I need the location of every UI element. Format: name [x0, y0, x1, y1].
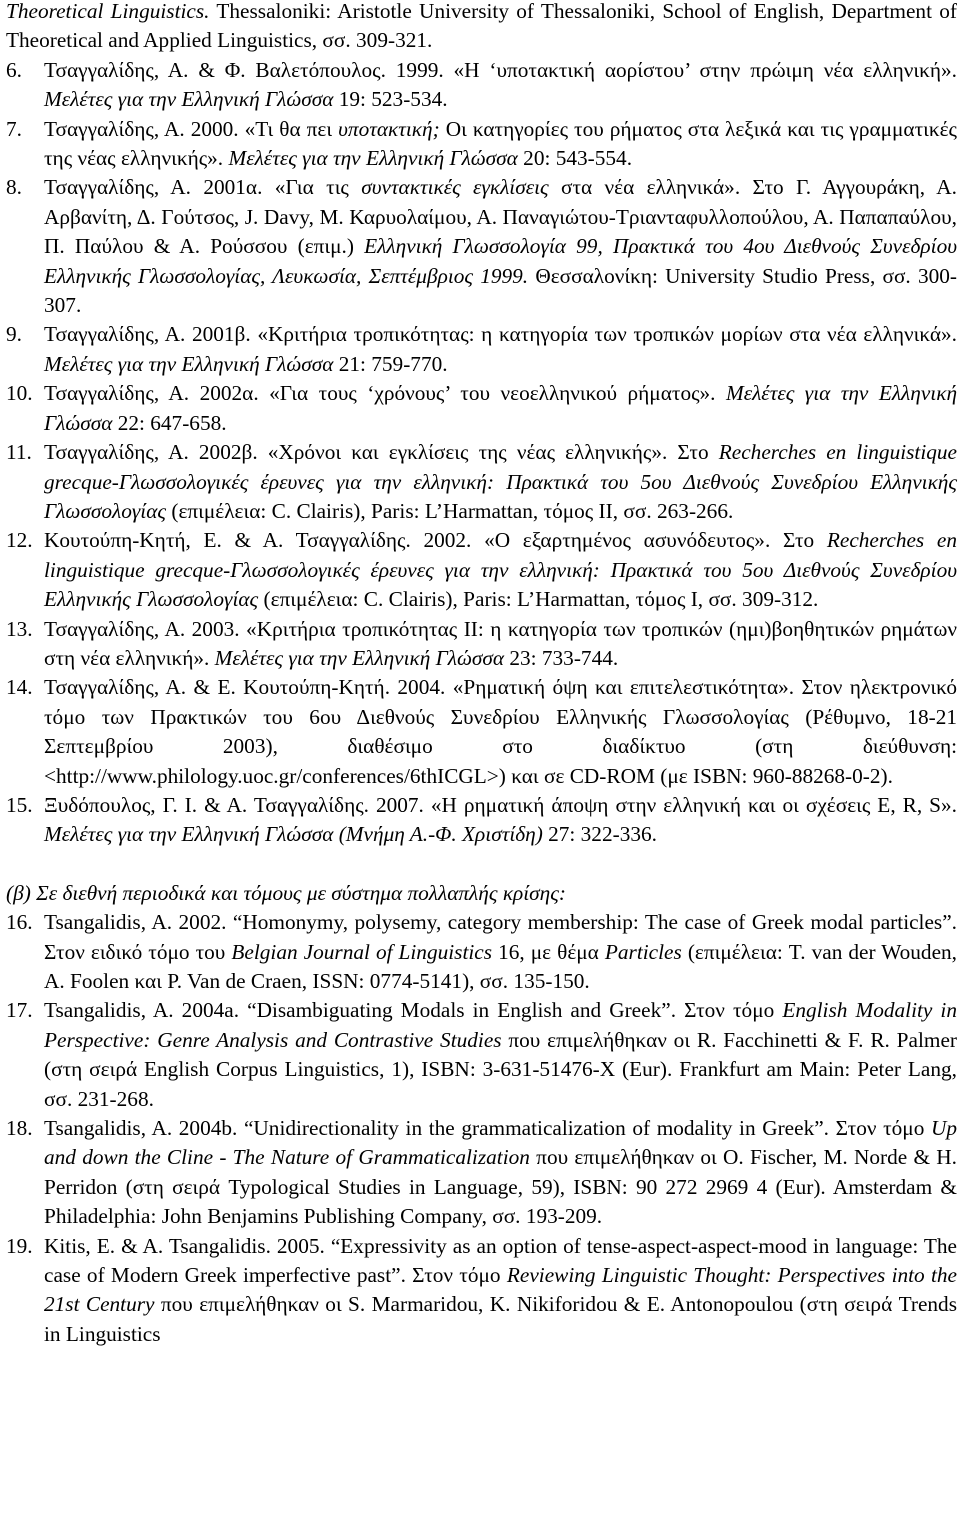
reference-italic: Reviewing Linguistic Thought: Perspectives into the 21st Century	[44, 1263, 957, 1317]
reference-item-16	[0, 908, 957, 996]
reference-text: Ξυδόπουλος, Γ. Ι. & Α. Τσαγγαλίδης. 2007. «Η ρηματική άποψη στην ελληνική και οι σχέσεις E, R, S».	[44, 792, 957, 817]
reference-text: 21: 759-770.	[333, 351, 448, 376]
reference-text: που επιμελήθηκαν οι O. Fischer, M. Norde & H. Perridon (στη σειρά Typological Studies in Language, 59), ISBN: 90 272 2969 4 (Eur). Amsterdam & Philadelphia: John Benjamins Publishing Company, σσ. 193-209.	[44, 1145, 957, 1229]
reference-number: 17.	[6, 998, 33, 1023]
reference-number: 8.	[6, 175, 22, 200]
reference-italic: Recherches en linguistique grecque-Γλωσσολογικές έρευνες για την ελληνική: Πρακτικά του 5ου Διεθνούς Συνεδρίου Ελληνικής Γλωσσολογίας	[44, 440, 958, 523]
reference-italic: Μελέτες για την Ελληνική Γλώσσα	[214, 645, 505, 670]
reference-text: Τσαγγαλίδης, Α. & Ε. Κουτούπη-Κητή. 2004. «Ρηματική όψη και επιτελεστικότητα». Στον ηλεκτρονικό τόμο των Πρακτικών του 6ου Διεθνούς Συνεδρίου Ελληνικής Γλωσσολογίας (Ρέθυμνο, 18-21 Σεπτεμβρίου 2003), διαθέσιμο στο διαδίκτυο (στη διεύθυνση: <http://www.philology.uoc.gr/conferences/6thICGL>) και σε CD-ROM (με ISBN: 960-88268-0-2).	[44, 675, 957, 788]
reference-number: 6.	[6, 57, 22, 82]
reference-number: 18.	[6, 1116, 33, 1141]
reference-italic: υποτακτική;	[338, 116, 440, 141]
reference-item-14	[0, 673, 957, 791]
reference-text: 23: 733-744.	[504, 645, 619, 670]
reference-number: 16.	[6, 910, 33, 935]
reference-text: 20: 543-554.	[517, 146, 633, 171]
reference-italic: Recherches en linguistique grecque-Γλωσσολογικές έρευνες για την ελληνική: Πρακτικά του 5ου Διεθνούς Συνεδρίου Ελληνικής Γλωσσολογίας	[44, 528, 958, 612]
reference-number: 10.	[6, 381, 33, 406]
reference-number: 14.	[6, 675, 33, 700]
reference-italic: Particles	[604, 939, 682, 964]
reference-item-12	[0, 526, 957, 614]
reference-number: 15.	[6, 792, 33, 817]
reference-text: Tsangalidis, A. 2004a. “Disambiguating Modals in English and Greek”. Στον τόμο	[44, 998, 783, 1023]
reference-text: (επιμέλεια: T. van der Wouden, A. Foolen και P. Van de Craen, ISSN: 0774-5141), σσ. 135-150.	[44, 939, 957, 993]
reference-text: Οι κατηγορίες του ρήματος στα λεξικά και τις γραμματικές της νέας ελληνικής».	[44, 116, 957, 171]
reference-item-13	[0, 615, 957, 674]
reference-item-11	[0, 438, 957, 526]
reference-text: (επιμέλεια: C. Clairis), Paris: L’Harmattan, τόμος ΙΙ, σσ. 263-266.	[166, 498, 734, 523]
reference-italic: Belgian Journal of Linguistics	[231, 939, 493, 964]
reference-text: Τσαγγαλίδης, Α. 2002β. «Χρόνοι και εγκλίσεις της νέας ελληνικής». Στο	[44, 440, 719, 465]
reference-item-10	[0, 379, 957, 438]
reference-italic: Ελληνική Γλωσσολογία 99, Πρακτικά του 4ου Διεθνούς Συνεδρίου Ελληνικής Γλωσσολογίας, Λευκωσία, Σεπτέμβριος 1999.	[44, 234, 957, 288]
reference-text: που επιμελήθηκαν οι R. Facchinetti & F. R. Palmer (στη σειρά English Corpus Linguistics, 1), ISBN: 3-631-51476-X (Eur). Frankfurt am Main: Peter Lang, σσ. 231-268.	[44, 1027, 957, 1111]
reference-text: 27: 322-336.	[542, 822, 657, 847]
reference-italic: Up and down the Cline - The Nature of Grammaticalization	[44, 1116, 957, 1170]
reference-text: Kitis, E. & A. Tsangalidis. 2005. “Expressivity as an option of tense-aspect-aspect-mood in language: The case of Modern Greek imperfective past”. Στον τόμο	[44, 1233, 957, 1288]
reference-text: 16, με θέμα	[492, 939, 605, 964]
continuation-text: Thessaloniki: Aristotle University of Thessaloniki, School of English, Department of Theoretical and Applied Linguistics, σσ. 309-321.	[6, 0, 958, 53]
reference-number: 19.	[6, 1233, 33, 1258]
reference-text: Τσαγγαλίδης, Α. & Φ. Βαλετόπουλος. 1999. «Η ‘υποτακτική αορίστου’ στην πρώιμη νέα ελληνική».	[44, 57, 957, 82]
reference-text: Τσαγγαλίδης, Α. 2001β. «Κριτήρια τροπικότητας: η κατηγορία των τροπικών μορίων στα νέα ελληνικά».	[44, 322, 957, 347]
reference-text: Τσαγγαλίδης, Α. 2003. «Κριτήρια τροπικότητας ΙΙ: η κατηγορία των τροπικών (ημι)βοηθητικών ρημάτων στη νέα ελληνική».	[44, 616, 957, 670]
reference-italic: Μελέτες για την Ελληνική Γλώσσα	[44, 351, 334, 376]
reference-italic: Μελέτες για την Ελληνική Γλώσσα	[228, 146, 518, 171]
reference-text: Tsangalidis, A. 2002. “Homonymy, polysemy, category membership: The case of Greek modal particles”. Στον ειδικό τόμο του	[44, 910, 957, 964]
reference-number: 13.	[6, 616, 33, 641]
reference-italic: Μελέτες για την Ελληνική Γλώσσα	[44, 87, 334, 112]
reference-text: (επιμέλεια: C. Clairis), Paris: L’Harmattan, τόμος Ι, σσ. 309-312.	[258, 587, 819, 612]
reference-item-8	[0, 173, 957, 320]
reference-text: Τσαγγαλίδης, Α. 2002α. «Για τους ‘χρόνους’ του νεοελληνικού ρήματος».	[44, 381, 726, 406]
reference-number: 11.	[6, 440, 32, 465]
reference-text: Κουτούπη-Κητή, Ε. & Α. Τσαγγαλίδης. 2002. «Ο εξαρτημένος ασυνόδευτος». Στο	[44, 528, 827, 553]
reference-text: που επιμελήθηκαν οι S. Marmaridou, K. Nikiforidou & E. Antonopoulou (στη σειρά Trends in Linguistics	[44, 1292, 957, 1346]
reference-text: Tsangalidis, A. 2004b. “Unidirectionality in the grammaticalization of modality in Greek”. Στον τόμο	[44, 1116, 931, 1141]
reference-text: στα νέα ελληνικά». Στο Γ. Αγγουράκη, Α. Αρβανίτη, Δ. Γούτσος, J. Davy, Μ. Καρυολαίμου, Α. Παναγιώτου-Τριανταφυλλοπούλου, Α. Παπαπαύλου, Π. Παύλου & Α. Ρούσσου (επιμ.)	[44, 175, 957, 259]
reference-text: 22: 647-658.	[112, 410, 227, 435]
reference-text: Τσαγγαλίδης, Α. 2001α. «Για τις	[44, 175, 362, 200]
section-b-heading: (β) Σε διεθνή περιοδικά και τόμους με σύστημα πολλαπλής κρίσης:	[6, 880, 566, 905]
reference-item-19	[0, 1232, 957, 1350]
reference-number: 7.	[6, 116, 22, 141]
reference-text: 19: 523-534.	[333, 87, 448, 112]
reference-text: Θεσσαλονίκη: University Studio Press, σσ. 300-307.	[44, 263, 957, 318]
reference-item-7	[0, 115, 957, 174]
reference-item-9	[0, 320, 957, 379]
reference-number: 9.	[6, 322, 22, 347]
reference-italic: Μελέτες για την Ελληνική Γλώσσα (Μνήμη Α.-Φ. Χριστίδη)	[44, 822, 543, 847]
reference-italic: συντακτικές εγκλίσεις	[361, 175, 549, 200]
reference-text: Τσαγγαλίδης, Α. 2000. «Τι θα πει	[44, 116, 339, 141]
reference-italic: English Modality in Perspective: Genre Analysis and Contrastive Studies	[44, 998, 957, 1052]
reference-italic: Μελέτες για την Ελληνική Γλώσσα	[44, 381, 958, 435]
reference-item-18	[0, 1114, 957, 1232]
reference-continuation	[0, 0, 957, 56]
reference-number: 12.	[6, 528, 33, 553]
continuation-italic: Theoretical Linguistics.	[6, 0, 210, 23]
reference-item-6	[0, 56, 957, 115]
reference-item-15	[0, 791, 957, 850]
reference-item-17	[0, 996, 957, 1114]
